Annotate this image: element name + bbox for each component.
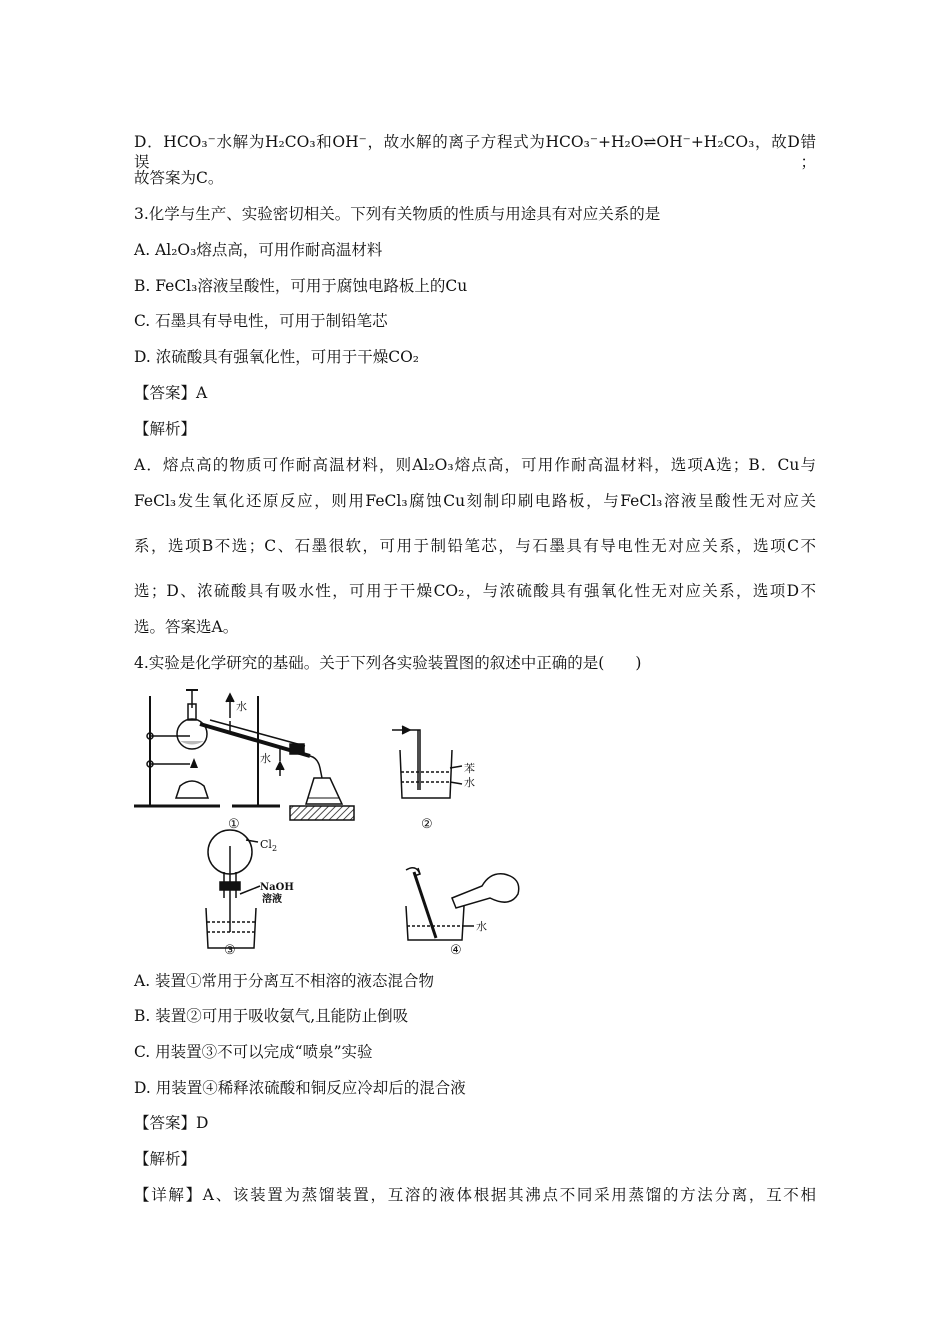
label-4: ④ [450,943,462,956]
option-c: C. 用装置③不可以完成“喷泉”实验 [134,1043,373,1061]
question-3-stem: 3.化学与生产、实验密切相关。下列有关物质的性质与用途具有对应关系的是 [134,205,661,223]
analysis-label: 【解析】 [134,420,197,438]
explanation-line: FeCl₃发生氧化还原反应，则用FeCl₃腐蚀Cu刻制印刷电路板，与FeCl₃溶液呈酸性无对应关 [134,492,816,510]
option-b: B. FeCl₃溶液呈酸性，可用于腐蚀电路板上的Cu [134,277,468,295]
water-label: 水 [236,700,247,713]
naoh-label: NaOH [260,882,294,893]
water-label: 水 [464,776,475,789]
benzene-label: 苯 [464,762,475,775]
text-line: 故答案为C。 [134,169,224,187]
explanation-line: 选。答案选A。 [134,618,239,636]
option-d: D. 浓硫酸具有强氧化性，可用于干燥CO₂ [134,348,420,366]
explanation-line: 【详解】A、该装置为蒸馏装置，互溶的液体根据其沸点不同采用蒸馏的方法分离，互不相 [134,1186,816,1204]
label-2: ② [421,817,433,832]
water-label: 水 [260,752,271,765]
label-1: ① [228,817,240,832]
answer-label: 【答案】D [134,1114,209,1132]
explanation-line: 选；D、浓硫酸具有吸水性，可用于干燥CO₂，与浓硫酸具有强氧化性无对应关系，选项D不 [134,582,816,600]
answer-label: 【答案】A [134,384,208,402]
water-label: 水 [476,920,487,933]
option-a: A. Al₂O₃熔点高，可用作耐高温材料 [134,241,383,259]
text-line: D．HCO₃⁻水解为H₂CO₃和OH⁻，故水解的离子方程式为HCO₃⁻+H₂O⇌OH⁻+H₂CO₃，故D错误； [134,133,816,171]
dilution-apparatus [406,868,519,940]
option-a: A. 装置①常用于分离互不相溶的液态混合物 [134,972,435,990]
option-c: C. 石墨具有导电性，可用于制铅笔芯 [134,312,388,330]
question-4-stem: 4.实验是化学研究的基础。关于下列各实验装置图的叙述中正确的是( ) [134,654,642,672]
explanation-line: 系，选项B不选；C、石墨很软，可用于制铅笔芯，与石墨具有导电性无对应关系，选项C不 [134,537,816,555]
fountain-apparatus [206,830,260,948]
solution-label: 溶液 [262,894,282,905]
analysis-label: 【解析】 [134,1150,197,1168]
label-3: ③ [224,943,236,956]
apparatus-figure [130,686,530,956]
option-d: D. 用装置④稀释浓硫酸和铜反应冷却后的混合液 [134,1079,466,1097]
cl2-label: $Cl_2$ [260,838,278,853]
explanation-line: A．熔点高的物质可作耐高温材料，则Al₂O₃熔点高，可用作耐高温材料，选项A选；B．Cu与 [134,456,816,474]
absorption-apparatus [392,726,462,798]
option-b: B. 装置②可用于吸收氨气,且能防止倒吸 [134,1007,409,1025]
